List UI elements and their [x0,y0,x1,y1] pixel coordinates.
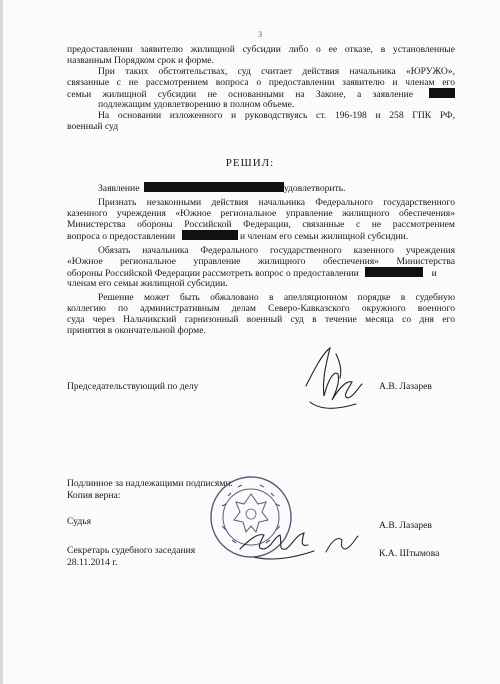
text-line: коллегию по административным делам Северо-Кавказского окружного военного [67,303,455,314]
text-line: казенного учреждения «Южное региональное управление жилищного обеспечения» [67,208,455,219]
handwritten-signature [322,530,362,560]
text-line: военный суд [67,121,119,132]
redaction-block [365,267,423,277]
redaction-block [144,182,284,192]
judge-label: Судья [67,516,92,527]
text-span: семьи жилищной субсидии не основанными на Законе, а заявление [67,89,413,100]
text-span: обороны Российской Федерации рассмотреть вопрос о предоставлении [67,268,359,279]
presiding-name: А.В. Лазарев [379,381,432,392]
text-span: Заявление [98,183,140,194]
text-line: «Южное региональное управление жилищного обеспечения» Министерства [67,256,455,267]
text-line: суда через Нальчикский гарнизонный военный суд в течение месяца со дня его [67,314,455,325]
judge-name: А.В. Лазарев [379,520,432,531]
text-line: принятия в окончательной форме. [67,325,206,336]
redaction-block [429,88,455,98]
scan-edge [0,0,3,684]
text-line: членам его семьи жилищной субсидии. [67,278,228,289]
text-span: вопроса о предоставлении [67,231,176,242]
text-line: подлежащим удовлетворению в полном объеме. [98,99,295,110]
text-line [67,230,408,242]
page-number: 3 [258,30,262,39]
text-line: Решение может быть обжаловано в апелляционном порядке в судебную [98,292,455,303]
secretary-label: Секретарь судебного заседания [67,545,196,556]
text-line: На основании изложенного и руководствуясь ст. 196-198 и 258 ГПК РФ, [98,110,455,121]
document-date: 28.11.2014 г. [67,557,118,568]
text-line: названным Порядком срок и форме. [67,55,214,66]
decision-heading: РЕШИЛ: [225,157,275,169]
text-span: и членам его семьи жилищной субсидии. [239,231,409,242]
handwritten-signature [234,505,322,565]
original-note: Подлинное за надлежащими подписями. [67,478,233,489]
text-line: Министерства обороны Российской Федерации, связанные с не рассмотрением [67,219,455,230]
copy-note: Копия верна: [67,490,121,501]
text-span: удовлетворить. [283,183,346,194]
handwritten-signature [296,340,376,418]
text-span: и [431,268,437,279]
secretary-name: К.А. Штымова [379,548,440,559]
text-line: предоставлении заявителю жилищной субсидии либо о ее отказе, в установленные [67,44,455,55]
presiding-label: Председательствующий по делу [67,381,199,392]
redaction-block [182,230,238,240]
text-line: Обязать начальника Федерального государственного казенного учреждения [98,245,455,256]
text-line [98,182,346,194]
text-line: При таких обстоятельствах, суд считает действия начальника «ЮРУЖО», [98,66,455,77]
text-line: связанные с не рассмотрением вопроса о предоставлении заявителю и членам его [67,77,455,88]
text-line: Признать незаконными действия начальника Федерального государственного [98,197,455,208]
